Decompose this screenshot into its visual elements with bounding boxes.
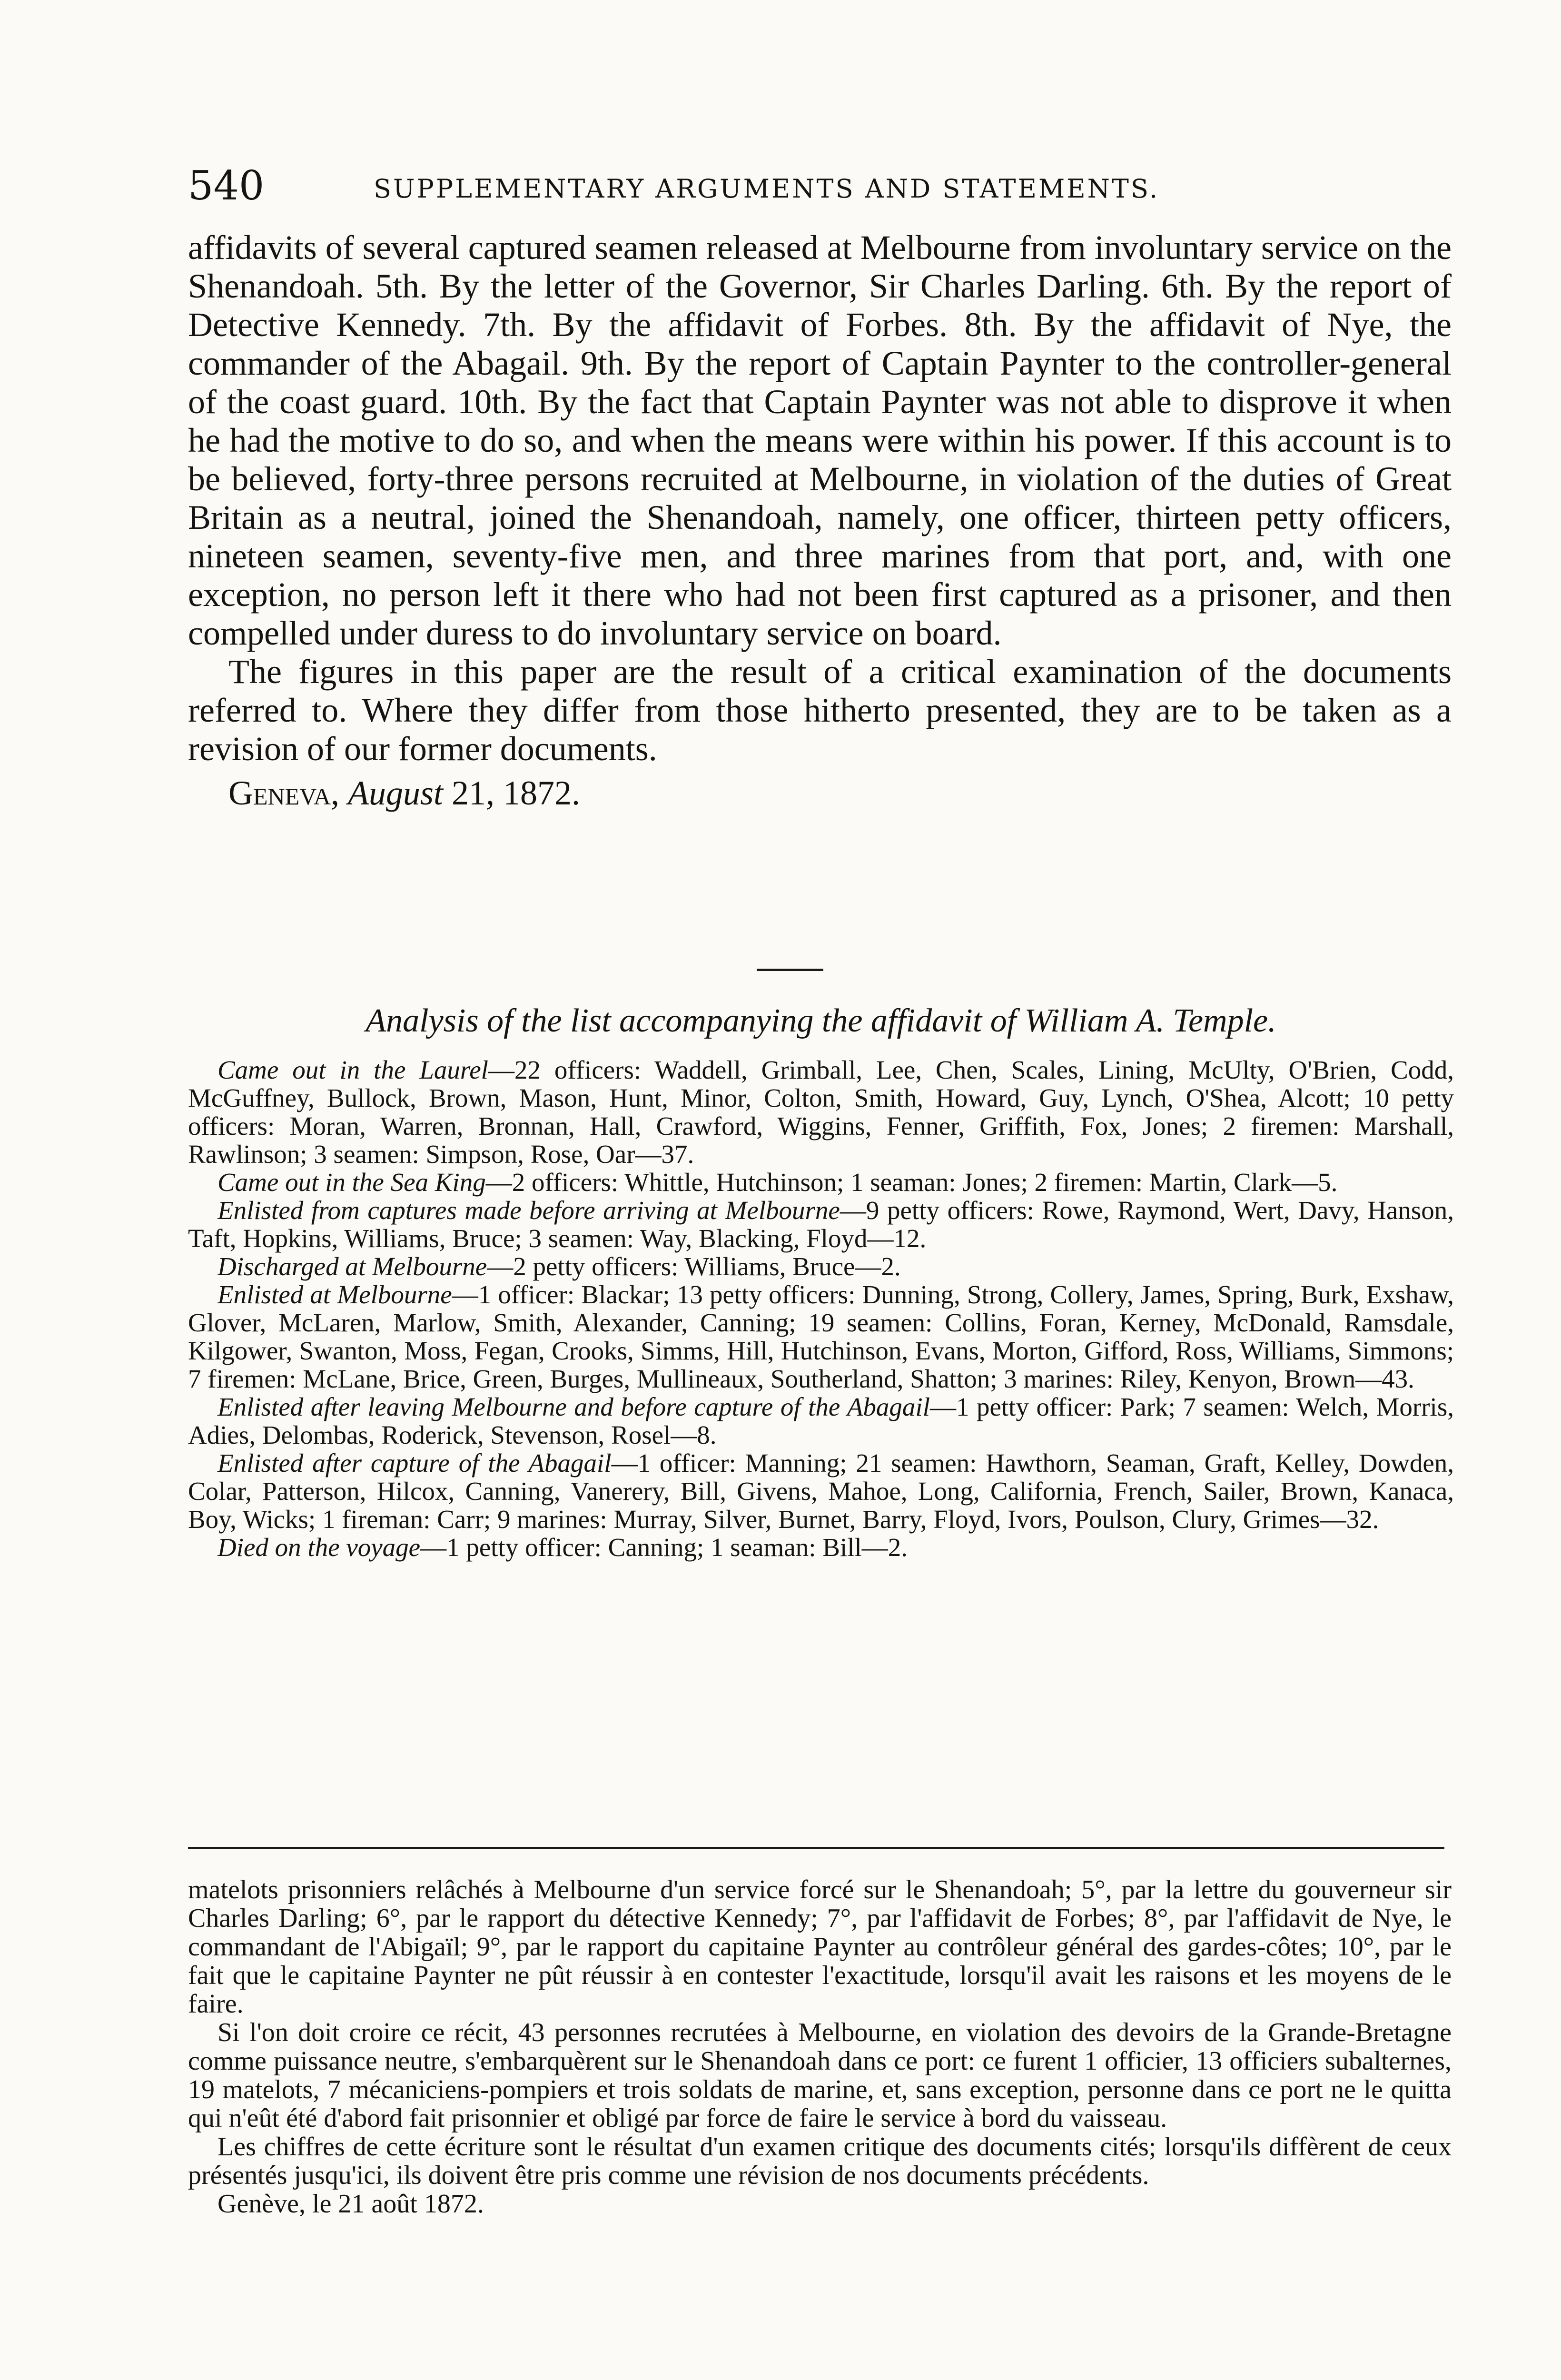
analysis-entry: [188, 1393, 1454, 1449]
analysis-entry: [188, 1449, 1454, 1533]
analysis-entry-label: Enlisted from captures made before arriving at Melbourne: [217, 1196, 840, 1225]
analysis-entry: [188, 1533, 1454, 1561]
french-paragraph-1: matelots prisonniers relâchés à Melbourne d'un service forcé sur le Shenandoah; 5°, par la lettre du gouverneur sir Charles Darling; 6°, par le rapport du détective Kennedy; 7°, par l'affidavit de Forbes; 8°, par l'affidavit de Nye, le commandant de l'Abigaïl; 9°, par le rapport du capitaine Paynter au contrôleur général des gardes-côtes; 10°, par le fait que le capitaine Paynter ne pût réussir à en contester l'exactitude, lorsqu'il avait les raisons et les moyens de le faire.: [188, 1875, 1452, 2019]
analysis-entry-label: Came out in the Sea King: [217, 1168, 486, 1197]
analysis-entry-text: —2 petty officers: Williams, Bruce—2.: [487, 1252, 901, 1281]
translation-divider: [188, 1847, 1444, 1849]
analysis-title: Analysis of the list accompanying the affidavit of William A. Temple.: [366, 1002, 1276, 1039]
page-header: [188, 159, 1397, 212]
analysis-entry-text: —9 petty officers: Rowe, Raymond, Wert, Davy, Hanson, Taft, Hopkins, Williams, Bruce; 3 seamen: Way, Blacking, Floyd—12.: [188, 1196, 1454, 1253]
analysis-entry: [188, 1168, 1454, 1196]
analysis-entry-label: Enlisted after capture of the Abagail: [217, 1448, 612, 1478]
dateline: Geneva, August 21, 1872.: [228, 774, 580, 812]
analysis-entry-text: —22 officers: Waddell, Grimball, Lee, Chen, Scales, Lining, McUlty, O'Brien, Codd, McGuffney, Bullock, Brown, Mason, Hunt, Minor, Colton, Smith, Howard, Guy, Lynch, O'Shea, Alcott; 10 petty officers: Moran, Warren, Bronnan, Hall, Crawford, Wiggins, Fenner, Griffith, Fox, Jones; 2 firemen: Marshall, Rawlinson; 3 seamen: Simpson, Rose, Oar—37.: [188, 1055, 1454, 1169]
page-number: 540: [188, 162, 265, 209]
analysis-entry-label: Discharged at Melbourne: [217, 1252, 487, 1281]
analysis-entry-label: Enlisted at Melbourne: [217, 1280, 452, 1309]
analysis-entry-text: —1 officer: Manning; 21 seamen: Hawthorn, Seaman, Graft, Kelley, Dowden, Colar, Patterson, Hilcox, Canning, Vanerery, Bill, Givens, Mahoe, Long, California, French, Sailer, Brown, Kanaca, Boy, Wicks; 1 fireman: Carr; 9 marines: Murray, Silver, Burnet, Barry, Floyd, Ivors, Poulson, Clury, Grimes—32.: [188, 1448, 1454, 1534]
french-paragraph-2: Si l'on doit croire ce récit, 43 personnes recrutées à Melbourne, en violation des devoirs de la Grande-Bretagne comme puissance neutre, s'embarquèrent sur le Shenandoah dans ce port: ce furent 1 officier, 13 officiers subalternes, 19 matelots, 7 mécaniciens-pompiers et trois soldats de marine, et, sans exception, personne dans ce port ne le quitta qui n'eût été d'abord fait prisonnier et obligé par force de faire le service à bord du vaisseau.: [188, 2018, 1452, 2133]
analysis-entry-text: —1 petty officer: Canning; 1 seaman: Bill—2.: [420, 1533, 908, 1562]
analysis-entry: [188, 1280, 1454, 1393]
french-paragraph-3: Les chiffres de cette écriture sont le résultat d'un examen critique des documents cités; lorsqu'ils diffèrent de ceux présentés jusqu'ici, ils doivent être pris comme une révision de nos documents précédents.: [188, 2132, 1452, 2190]
analysis-entry-label: Came out in the Laurel: [217, 1055, 488, 1084]
dateline-place: Geneva: [228, 774, 331, 812]
analysis-section: [188, 1000, 1454, 1561]
analysis-entry: [188, 1252, 1454, 1280]
analysis-entry-label: Died on the voyage: [217, 1533, 421, 1562]
french-translation: [188, 1875, 1452, 2218]
analysis-entry-text: —2 officers: Whittle, Hutchinson; 1 seaman: Jones; 2 firemen: Martin, Clark—5.: [485, 1168, 1338, 1197]
french-dateline: Genève, le 21 août 1872.: [217, 2189, 484, 2219]
main-paragraph-1: affidavits of several captured seamen released at Melbourne from involuntary service on the Shenandoah. 5th. By the letter of the Governor, Sir Charles Darling. 6th. By the report of Detective Kennedy. 7th. By the affidavit of Forbes. 8th. By the affidavit of Nye, the commander of the Abagail. 9th. By the report of Captain Paynter to the controller-general of the coast guard. 10th. By the fact that Captain Paynter was not able to disprove it when he had the motive to do so, and when the means were within his power. If this account is to be believed, forty-three persons recruited at Melbourne, in violation of the duties of Great Britain as a neutral, joined the Shenandoah, namely, one officer, thirteen petty officers, nineteen seamen, seventy-five men, and three marines from that port, and, with one exception, no person left it there who had not been first captured as a prisoner, and then compelled under duress to do involuntary service on board.: [188, 228, 1452, 652]
analysis-entry: [188, 1056, 1454, 1168]
running-head: SUPPLEMENTARY ARGUMENTS AND STATEMENTS.: [374, 174, 1160, 204]
main-text: [188, 228, 1452, 813]
main-paragraph-2: The figures in this paper are the result of a critical examination of the documents referred to. Where they differ from those hitherto presented, they are to be taken as a revision of our former documents.: [188, 653, 1452, 768]
section-divider: [757, 969, 823, 971]
analysis-entry-label: Enlisted after leaving Melbourne and before capture of the Abagail: [217, 1392, 930, 1421]
analysis-entry-text: —1 officer: Blackar; 13 petty officers: Dunning, Strong, Collery, James, Spring, Burk, Exshaw, Glover, McLaren, Marlow, Smith, Alexander, Canning; 19 seamen: Collins, Foran, Kerney, McDonald, Ramsdale, Kilgower, Swanton, Moss, Fegan, Crooks, Simms, Hill, Hutchinson, Evans, Morton, Gifford, Ross, Williams, Simmons; 7 firemen: McLane, Brice, Green, Burges, Mullineaux, Southerland, Shatton; 3 marines: Riley, Kenyon, Brown—43.: [188, 1280, 1454, 1393]
analysis-entry: [188, 1196, 1454, 1252]
analysis-entries: [188, 1056, 1454, 1561]
dateline-day-year: 21, 1872.: [451, 774, 580, 812]
dateline-month: August: [347, 774, 443, 812]
analysis-entry-text: —1 petty officer: Park; 7 seamen: Welch, Morris, Adies, Delombas, Roderick, Stevenson, Rosel—8.: [188, 1392, 1454, 1449]
